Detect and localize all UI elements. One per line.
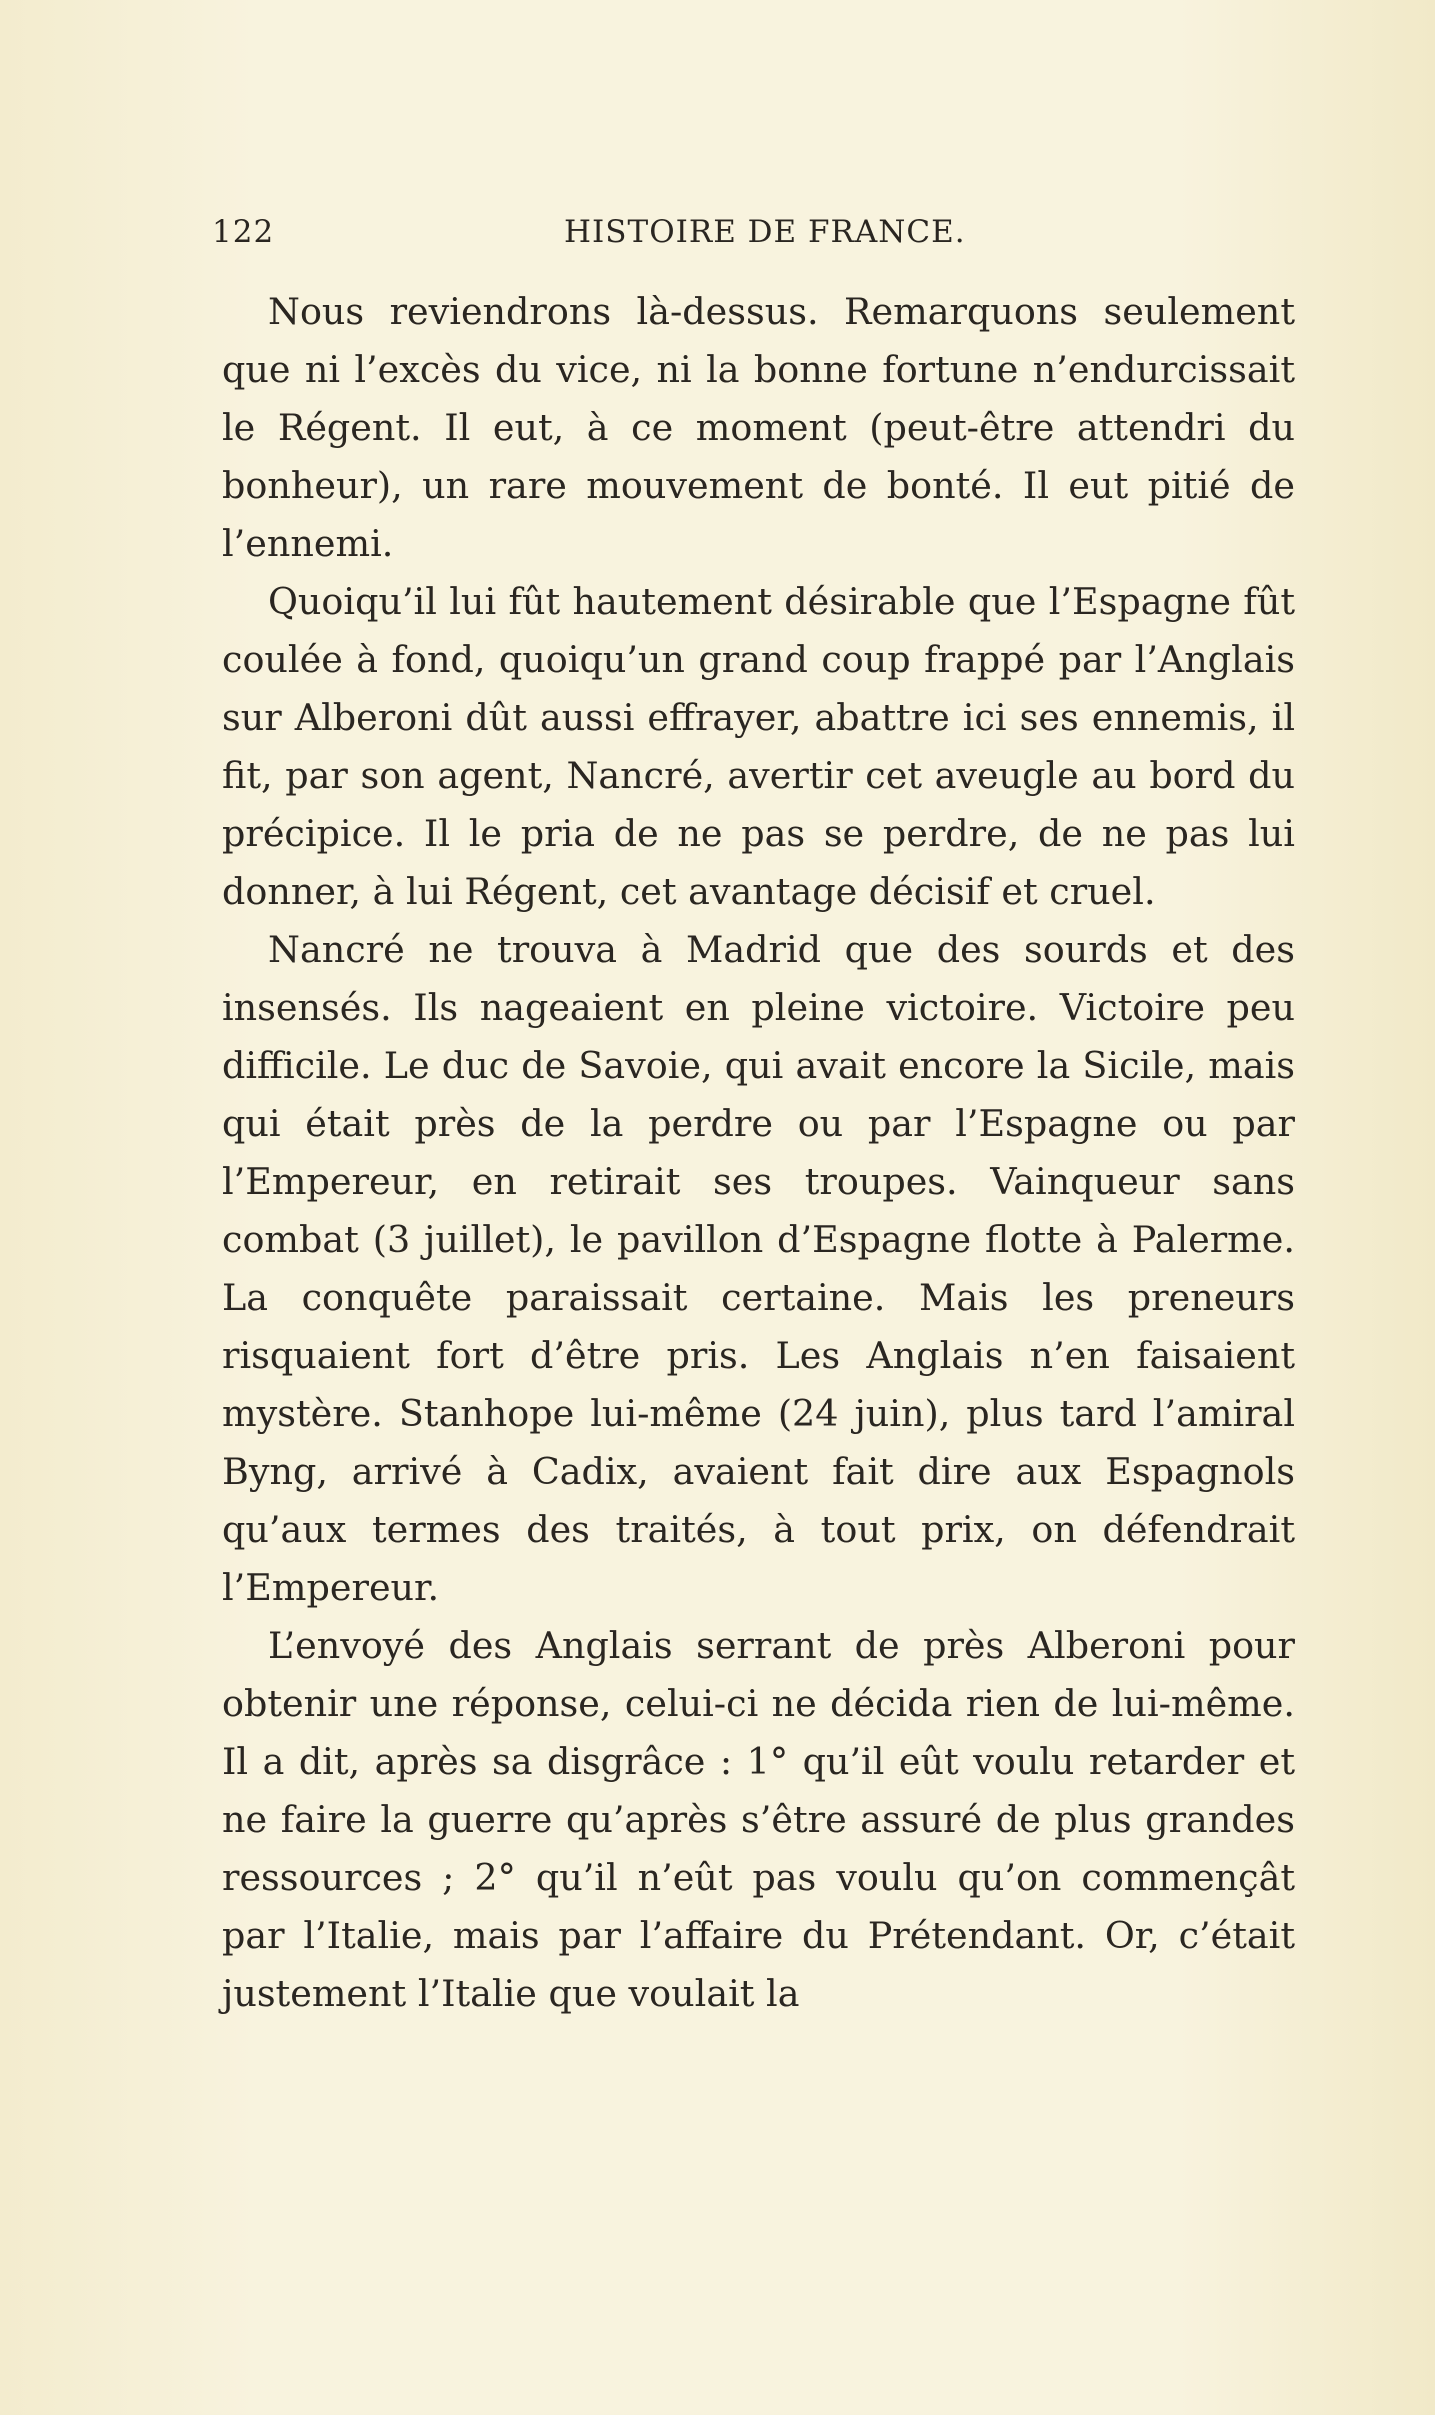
paragraph: Nous reviendrons là-dessus. Remarquons seulement que ni l’excès du vice, ni la bonne fortune n’endurcissait le Régent. Il eut, à ce moment (peut-être attendri du bonheur), un rare mouvement de bonté. Il eut pitié de l’ennemi. [222, 290, 1295, 565]
page-header [212, 214, 1292, 264]
running-head: HISTOIRE DE FRANCE. [564, 214, 966, 250]
paragraph: L’envoyé des Anglais serrant de près Alberoni pour obtenir une réponse, celui-ci ne décida rien de lui-même. Il a dit, après sa disgrâce : 1° qu’il eût voulu retarder et ne faire la guerre qu’après s’être assuré de plus grandes ressources ; 2° qu’il n’eût pas voulu qu’on commençât par l’Italie, mais par l’affaire du Prétendant. Or, c’était justement l’Italie que voulait la [222, 1624, 1295, 2015]
body-text [222, 283, 1295, 2023]
paragraph: Quoiqu’il lui fût hautement désirable que l’Espagne fût coulée à fond, quoiqu’un grand coup frappé par l’Anglais sur Alberoni dût aussi effrayer, abattre ici ses ennemis, il fit, par son agent, Nancré, avertir cet aveugle au bord du précipice. Il le pria de ne pas se perdre, de ne pas lui donner, à lui Régent, cet avantage décisif et cruel. [222, 580, 1295, 913]
paragraph: Nancré ne trouva à Madrid que des sourds et des insensés. Ils nageaient en pleine victoire. Victoire peu difficile. Le duc de Savoie, qui avait encore la Sicile, mais qui était près de la perdre ou par l’Espagne ou par l’Empereur, en retirait ses troupes. Vainqueur sans combat (3 juillet), le pavillon d’Espagne flotte à Palerme. La conquête paraissait certaine. Mais les preneurs risquaient fort d’être pris. Les Anglais n’en faisaient mystère. Stanhope lui-même (24 juin), plus tard l’amiral Byng, arrivé à Cadix, avaient fait dire aux Espagnols qu’aux termes des traités, à tout prix, on défendrait l’Empereur. [222, 928, 1295, 1609]
page-number: 122 [212, 214, 275, 250]
